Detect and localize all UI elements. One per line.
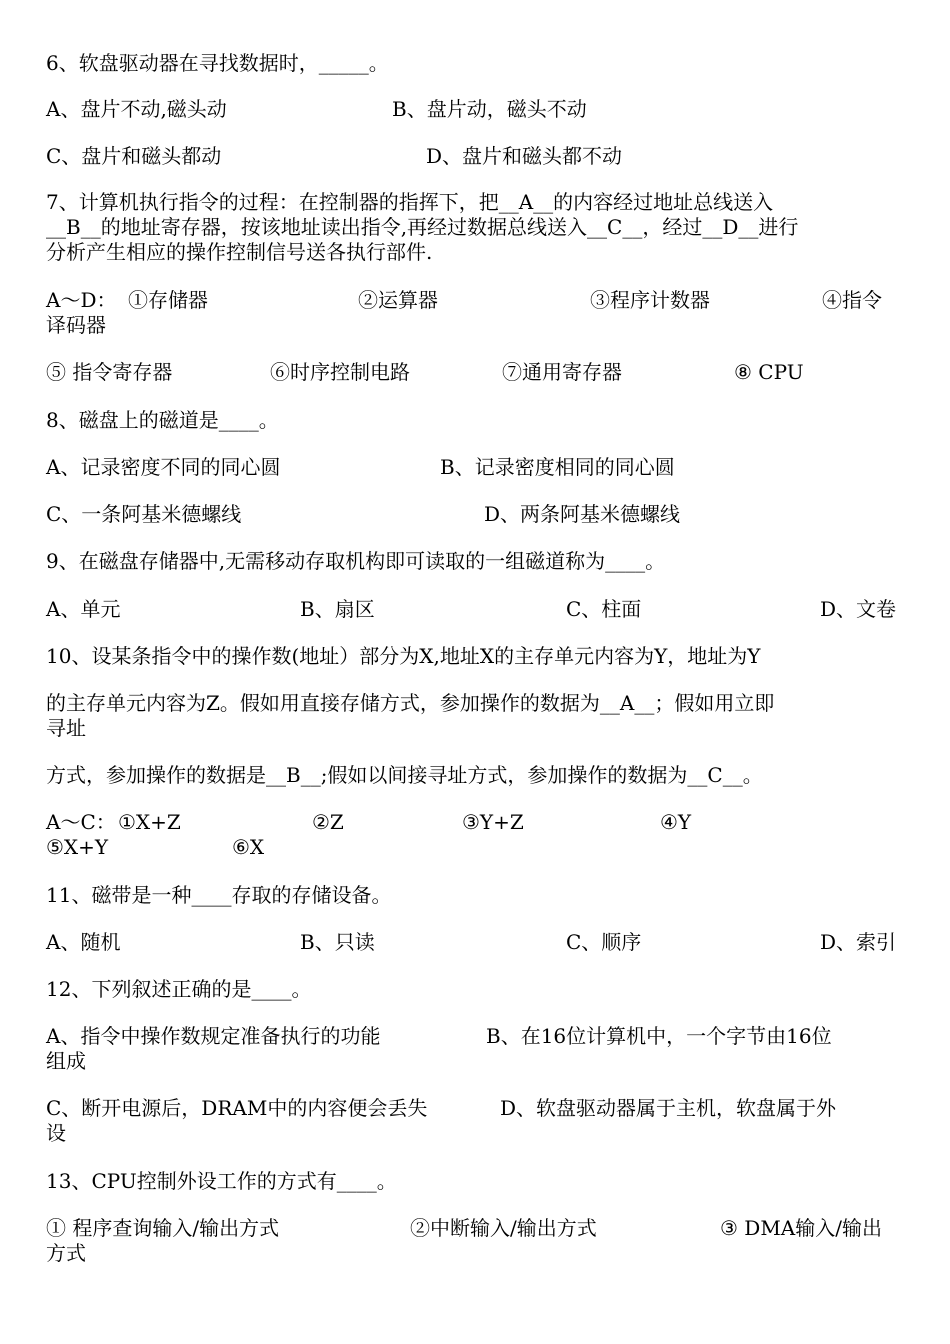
- q7-choice-4: ④指令: [822, 288, 882, 312]
- q9-option-b: B、扇区: [300, 597, 375, 621]
- q7-choices-label: A～D：: [46, 288, 117, 312]
- q10-choice-3: ③Y+Z: [462, 810, 524, 834]
- q8-option-c: C、一条阿基米德螺线: [46, 502, 242, 526]
- q11-option-a: A、随机: [46, 930, 121, 954]
- q7-choice-4-cont: 译码器: [46, 313, 106, 337]
- q8-option-b: B、记录密度相同的同心圆: [440, 455, 675, 479]
- q6-option-c: C、盘片和磁头都动: [46, 144, 222, 168]
- q12-option-c: C、断开电源后，DRAM中的内容便会丢失: [46, 1096, 428, 1120]
- q9-option-d: D、文卷: [820, 597, 897, 621]
- q12-option-d-cont: 设: [46, 1121, 66, 1145]
- q11-stem: 11、磁带是一种____存取的存储设备。: [46, 883, 392, 907]
- q10-choice-5: ⑤X+Y: [46, 835, 109, 859]
- q8-option-a: A、记录密度不同的同心圆: [46, 455, 281, 479]
- q10-stem-line2: 的主存单元内容为Z。假如用直接存储方式，参加操作的数据为__A__；假如用立即: [46, 691, 775, 715]
- q9-option-c: C、柱面: [566, 597, 642, 621]
- q7-choice-8: ⑧ CPU: [734, 360, 804, 384]
- q13-option-3: ③ DMA输入/输出: [720, 1216, 882, 1240]
- q12-stem: 12、下列叙述正确的是____。: [46, 977, 312, 1001]
- q7-choice-5: ⑤ 指令寄存器: [46, 360, 173, 384]
- q6-option-b: B、盘片动，磁头不动: [392, 97, 587, 121]
- q7-choice-1: ①存储器: [128, 288, 208, 312]
- q6-stem: 6、软盘驱动器在寻找数据时，_____。: [46, 51, 389, 75]
- q6-option-a: A、盘片不动,磁头动: [46, 97, 227, 121]
- q10-choices-label: A～C：: [46, 810, 116, 834]
- q13-option-2: ②中断输入/输出方式: [410, 1216, 597, 1240]
- q11-option-b: B、只读: [300, 930, 375, 954]
- q10-choice-4: ④Y: [660, 810, 692, 834]
- q10-stem-line3: 寻址: [46, 716, 86, 740]
- q8-stem: 8、磁盘上的磁道是____。: [46, 408, 279, 432]
- q7-choice-7: ⑦通用寄存器: [502, 360, 622, 384]
- q6-option-d: D、盘片和磁头都不动: [426, 144, 623, 168]
- q11-option-c: C、顺序: [566, 930, 642, 954]
- q12-option-a: A、指令中操作数规定准备执行的功能: [46, 1024, 381, 1048]
- q7-stem-line3: 分析产生相应的操作控制信号送各执行部件.: [46, 240, 433, 264]
- q10-choice-2: ②Z: [312, 810, 344, 834]
- q13-option-1: ① 程序查询输入/输出方式: [46, 1216, 280, 1240]
- q12-option-b-cont: 组成: [46, 1049, 86, 1073]
- q7-choice-3: ③程序计数器: [590, 288, 710, 312]
- q9-stem: 9、在磁盘存储器中,无需移动存取机构即可读取的一组磁道称为____。: [46, 549, 666, 573]
- q9-option-a: A、单元: [46, 597, 121, 621]
- q13-stem: 13、CPU控制外设工作的方式有____。: [46, 1169, 397, 1193]
- q10-stem-line1: 10、设某条指令中的操作数(地址）部分为X,地址X的主存单元内容为Y，地址为Y: [46, 644, 761, 668]
- q7-choice-6: ⑥时序控制电路: [270, 360, 410, 384]
- q7-stem-line1: 7、计算机执行指令的过程：在控制器的指挥下，把__A__的内容经过地址总线送入: [46, 190, 774, 214]
- q10-choice-6: ⑥X: [232, 835, 265, 859]
- q10-stem-line4: 方式，参加操作的数据是__B__;假如以间接寻址方式，参加操作的数据为__C__。: [46, 763, 763, 787]
- q10-choice-1: ①X+Z: [118, 810, 181, 834]
- q8-option-d: D、两条阿基米德螺线: [484, 502, 681, 526]
- q11-option-d: D、索引: [820, 930, 897, 954]
- q12-option-b: B、在16位计算机中，一个字节由16位: [486, 1024, 832, 1048]
- q13-option-3-cont: 方式: [46, 1241, 86, 1265]
- q7-choice-2: ②运算器: [358, 288, 438, 312]
- q12-option-d: D、软盘驱动器属于主机，软盘属于外: [500, 1096, 837, 1120]
- q7-stem-line2: __B__的地址寄存器，按该地址读出指令,再经过数据总线送入__C__，经过__D__进行: [46, 215, 799, 239]
